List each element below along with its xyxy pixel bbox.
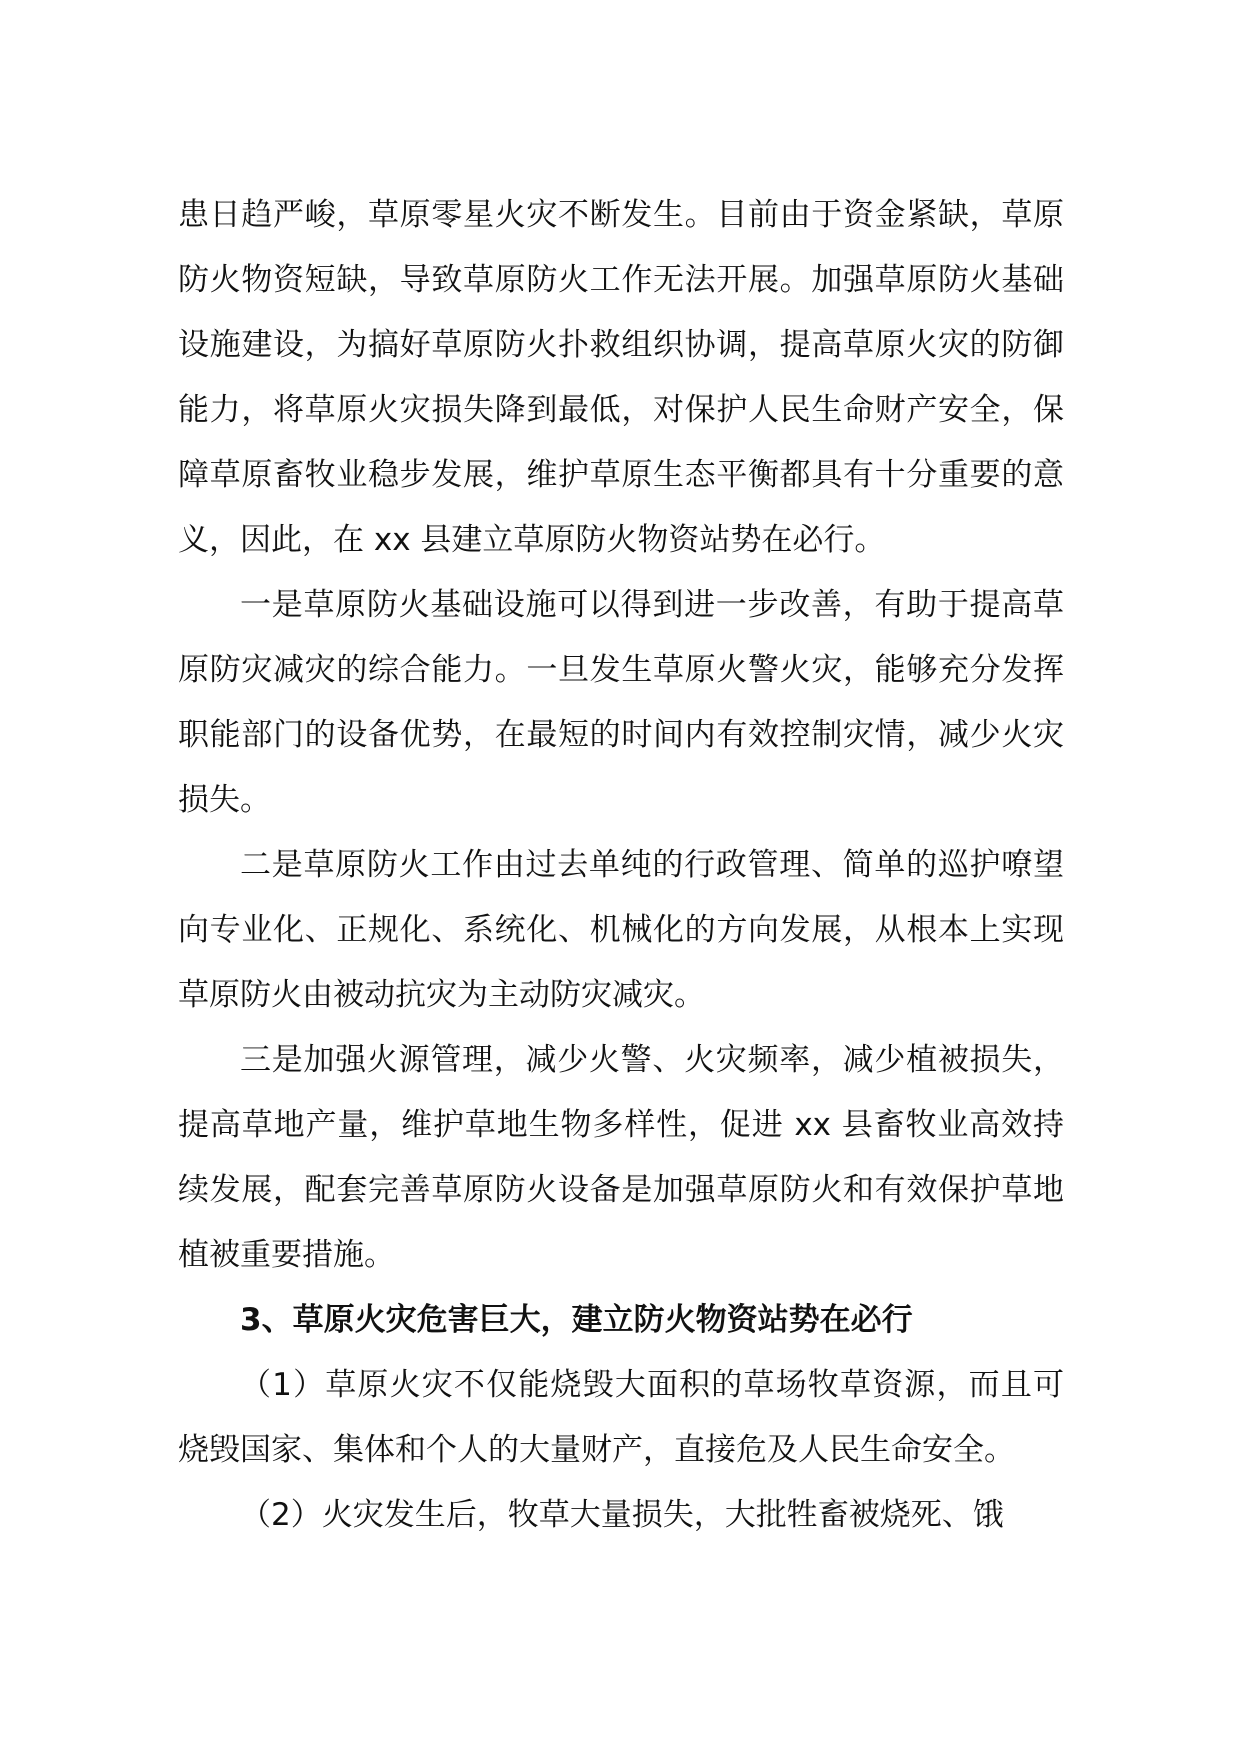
paragraph-item-1: （1）草原火灾不仅能烧毁大面积的草场牧草资源，而且可烧毁国家、集体和个人的大量财产，直接危及人民生命安全。 [178,1367,1064,1468]
section-heading: 3、草原火灾危害巨大，建立防火物资站势在必行 [240,1302,913,1338]
paragraph-point-three: 三是加强火源管理，减少火警、火灾频率，减少植被损失，提高草地产量，维护草地生物多样性，促进 xx 县畜牧业高效持续发展，配套完善草原防火设备是加强草原防火和有效保护草地植被重要措施。 [178,1042,1064,1273]
paragraph-item-2: （2）火灾发生后，牧草大量损失，大批牲畜被烧死、饿 [240,1497,1004,1533]
paragraph-continuation: 患日趋严峻，草原零星火灾不断发生。目前由于资金紧缺，草原防火物资短缺，导致草原防火工作无法开展。加强草原防火基础设施建设，为搞好草原防火扑救组织协调，提高草原火灾的防御能力，将草原火灾损失降到最低，对保护人民生命财产安全，保障草原畜牧业稳步发展，维护草原生态平衡都具有十分重要的意义，因此，在 xx 县建立草原防火物资站势在必行。 [178,197,1064,558]
paragraph-point-one: 一是草原防火基础设施可以得到进一步改善，有助于提高草原防灾减灾的综合能力。一旦发生草原火警火灾，能够充分发挥职能部门的设备优势，在最短的时间内有效控制灾情，减少火灾损失。 [178,587,1064,818]
paragraph-point-two: 二是草原防火工作由过去单纯的行政管理、简单的巡护嘹望向专业化、正规化、系统化、机械化的方向发展，从根本上实现草原防火由被动抗灾为主动防灾减灾。 [178,847,1064,1013]
document-body [178,183,1064,1548]
